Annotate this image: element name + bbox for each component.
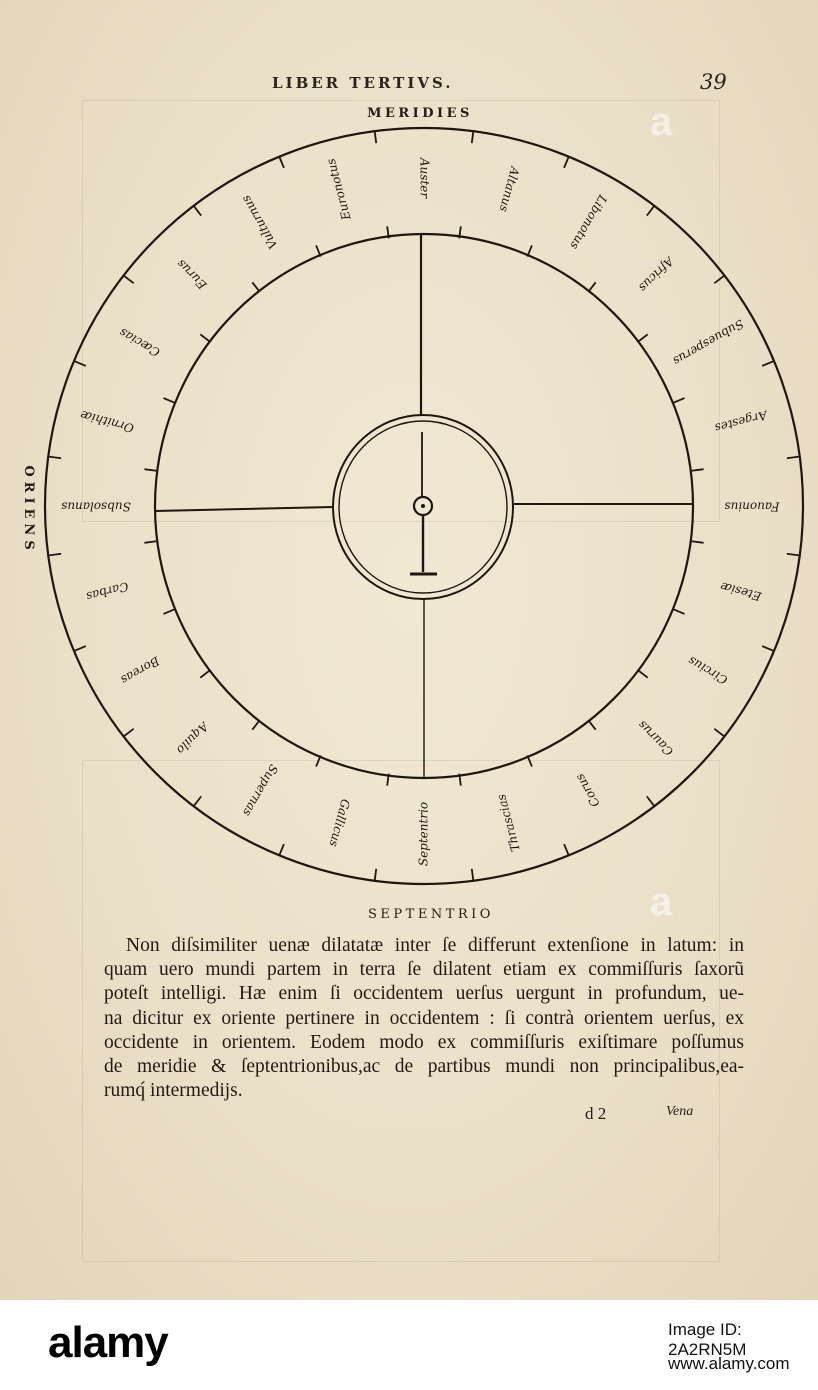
wind-label: Ornithiæ [78,407,136,436]
outer-tick [48,554,61,556]
running-head: LIBER TERTIVS. [272,74,454,92]
inner-tick [692,541,704,543]
body-line: quam uero mundi partem in terra ſe dilatent etiam ex commiſſuris ſaxorũ [104,959,744,981]
wind-label: Euronotus [323,157,354,222]
inner-tick [200,334,210,341]
outer-tick [714,729,724,737]
outer-tick [193,205,201,215]
wind-label: Thrascias [494,792,523,854]
outer-tick [472,130,474,143]
bottom-direction-label: SEPTENTRIO [368,907,494,922]
inner-tick [163,609,174,614]
body-line: Non diſsimiliter uenæ dilatatæ inter ſe differunt extenſione in latum: in [126,935,744,956]
body-line: occidente in orientem. Eodem modo ex commiſſuris exiſtimare poſſumus [104,1031,744,1053]
outer-tick [74,646,86,651]
inner-tick [673,398,684,403]
outer-tick [74,361,86,366]
signature-mark: d 2 [585,1104,607,1123]
inner-tick [638,334,648,341]
body-line: na dicitur ex oriente pertinere in occidentem : ſi contrà orientem uerſus, ex [104,1007,744,1029]
outer-tick [787,554,800,556]
wind-label: Eurus [174,256,210,293]
page-number: 39 [700,70,727,94]
inner-tick [144,541,156,543]
inner-tick [163,398,174,403]
watermark-logo: alamy [48,1318,168,1367]
outer-tick [472,869,474,882]
wind-label: Etesiæ [718,579,763,604]
outer-tick [647,205,655,215]
body-line: rumq́ intermedijs. [104,1080,243,1102]
outer-tick [48,457,61,459]
wind-label: Septentrio [416,801,431,867]
wind-label: Boreas [118,653,162,688]
cross-line-left [155,507,333,511]
outer-tick [279,844,284,856]
wind-label: Auster [417,157,432,199]
catchword: Vena [666,1104,694,1119]
wind-label: Caurus [635,717,676,759]
outer-tick [193,796,201,806]
outer-tick [375,130,377,143]
inner-tick [588,282,595,292]
outer-tick [375,869,377,882]
wind-label: Argestes [713,407,769,436]
wind-label: Subuesperus [670,316,747,369]
inner-tick [692,469,704,471]
outer-tick [564,844,569,856]
wind-label: Supernas [239,761,281,819]
outer-tick [564,156,569,168]
outer-tick [762,361,774,366]
outer-tick [123,275,133,283]
wind-label: Aquilo [173,719,212,757]
outer-tick [123,729,133,737]
watermark-url: www.alamy.com [668,1354,790,1373]
body-line: de meridie & ſeptentrionibus,ac de partibus mundi non principalibus,ea- [104,1056,744,1078]
outer-tick [647,796,655,806]
inner-tick [673,609,684,614]
wind-label: Vulturnus [238,192,281,252]
wind-label: Corus [572,771,603,810]
wind-label: Africus [636,254,677,295]
top-direction-label: MERIDIES [367,106,473,121]
watermark-ghost: a [650,100,672,144]
inner-tick [252,720,259,730]
center-dot [421,504,425,508]
body-line: poteſt intelligi. Hæ enim ſi occidentem uerſus uergunt in profundum, ue- [104,983,744,1005]
wind-label: Carbas [84,579,130,604]
inner-tick [200,670,210,677]
inner-tick [252,282,259,292]
body-paragraph [104,934,744,1103]
watermark-ghost: a [650,880,672,924]
wind-label: Circius [685,653,731,688]
watermark-image-id: Image ID: 2A2RN5M [668,1320,747,1359]
inner-tick [144,469,156,471]
inner-tick [588,720,595,730]
left-direction-label: ORIENS [21,465,36,555]
outer-tick [714,275,724,283]
wind-label: Gallicus [326,797,353,849]
wind-label: Subsolanus [61,499,131,514]
wind-label: Fauonius [724,499,780,514]
wind-label: Altanus [496,165,523,214]
outer-tick [762,646,774,651]
wind-label: Cæcias [116,325,163,360]
outer-tick [787,457,800,459]
outer-tick [279,156,284,168]
inner-tick [638,670,648,677]
wind-label: Libonotus [567,192,610,252]
